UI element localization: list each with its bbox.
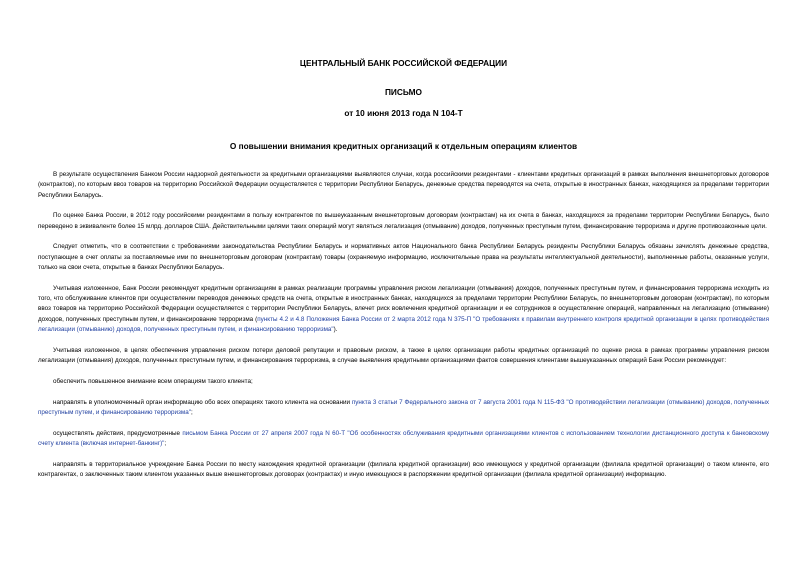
regulation-375p-link[interactable]: пункты 4.2 и 4.8 Положения Банка России от 2 марта 2012 года N 375-П "О требованиях к правилам внутреннего контроля кредитной организации в целях противодействия легализации (отмыванию) доходов, полученных преступным путем, и финансированию терроризма" (38, 315, 769, 334)
document-title: О повышении внимания кредитных организаций к отдельным операциям клиентов (229, 141, 578, 151)
paragraph-9: направлять в территориальное учреждение Банка России по месту нахождения кредитной организации (филиала кредитной организации) всю имеющуюся у кредитной организации (филиала кредитной организации) о таком клиенте, его контрагентах, о заключенных таким клиентом указанных выше внешнеторговых договорах (контрактах) и иную имеющуюся в распоряжении кредитной организации (филиала кредитной организации) информацию. (38, 460, 769, 479)
paragraph-6: обеспечить повышенное внимание всем операциям такого клиента; (53, 377, 253, 385)
paragraph-5: Учитывая изложенное, в целях обеспечения управления риском потери деловой репутации и правовым риском, а также в целях организации работы кредитных организаций по оценке риска в рамках программы управления риском легализации (отмывания) доходов, полученных преступным путем, и финансирования терроризма, в случае выявления кредитными организациями фактов совершения клиентами вышеуказанных операций Банк России рекомендует: (38, 346, 769, 365)
paragraph-8-end: ; (164, 440, 167, 448)
federal-law-115fz-link[interactable]: пункта 3 статьи 7 Федерального закона от 7 августа 2001 года N 115-ФЗ "О противодействии легализации (отмыванию) доходов, полученных преступным путем, и финансированию терроризма" (38, 398, 769, 417)
paragraph-8 (38, 429, 769, 450)
paragraph-8-text: осуществлять действия, предусмотренные (53, 429, 183, 437)
paragraph-4-text: Учитывая изложенное, Банк России рекомендует кредитным организациям в рамках реализации программы управления риском легализации (отмывания) доходов, полученных преступным путем, и финансирования терроризма исходить из того, что обслуживание клиентов при осуществлении переводов денежных средств на счета, открытые в иностранных банках, находящихся за пределами территории Республики Беларусь, по внешнеторговым договорам (контрактам), по которым ввоз товаров на территорию Российской Федерации осуществляется с территории Республики Беларусь, влечет риск вовлечения кредитной организации и ее сотрудников в осуществление операций, направленных на легализацию (отмывание) доходов, полученных преступным путем, и финансирование терроризма ( (38, 284, 769, 323)
paragraph-2: По оценке Банка России, в 2012 году российскими резидентами в пользу контрагентов по вышеуказанным внешнеторговым договорам (контрактам) на их счета в банках, находящихся за пределами территории Республики Беларусь, было переведено в эквиваленте более 15 млрд. долларов США. Действительными целями таких операций могут являться легализация (отмывание) доходов, полученных преступным путем, финансирование терроризма и другие противозаконные цели. (38, 212, 769, 230)
paragraph-4-end: ). (333, 326, 338, 334)
paragraph-7-text: направлять в уполномоченный орган информацию обо всех операциях такого клиента на основании (53, 398, 352, 406)
letter-60t-link[interactable]: письмом Банка России от 27 апреля 2007 года N 60-Т "Об особенностях обслуживания кредитными организациями клиентов с использованием технологии дистанционного доступа к банковскому счету клиента (включая интернет-банкинг)" (38, 429, 769, 448)
paragraph-4 (38, 284, 769, 335)
paragraph-7 (38, 398, 769, 419)
document-date-number: от 10 июня 2013 года N 104-Т (344, 108, 463, 118)
issuer-heading: ЦЕНТРАЛЬНЫЙ БАНК РОССИЙСКОЙ ФЕДЕРАЦИИ (299, 58, 508, 68)
document-body (38, 170, 769, 481)
paragraph-3: Следует отметить, что в соответствии с требованиями законодательства Республики Беларусь и нормативных актов Национального банка Республики Беларусь резиденты Республики Беларусь обязаны зачислять денежные средства, поступающие в счет оплаты за поставляемые ими по внешнеторговым договорам (контрактам) товары (охраняемую информацию, исключительные права на результаты интеллектуальной деятельности), выполненные работы, оказанные услуги, только на свои счета, открытые в банках Республики Беларусь. (38, 243, 769, 272)
document-kind: ПИСЬМО (384, 87, 423, 97)
paragraph-1: В результате осуществления Банком России надзорной деятельности за кредитными организациями выявляются случаи, когда российскими резидентами - клиентами кредитных организаций в рамках выполнения внешнеторговых договоров (контрактов), по которым ввоз товаров на территорию Российской Федерации осуществляется с территории Республики Беларусь, денежные средства переводятся на счета, открытые в иностранных банках, находящихся за пределами территории Республики Беларусь. (38, 171, 769, 199)
paragraph-7-end: ; (191, 409, 193, 417)
